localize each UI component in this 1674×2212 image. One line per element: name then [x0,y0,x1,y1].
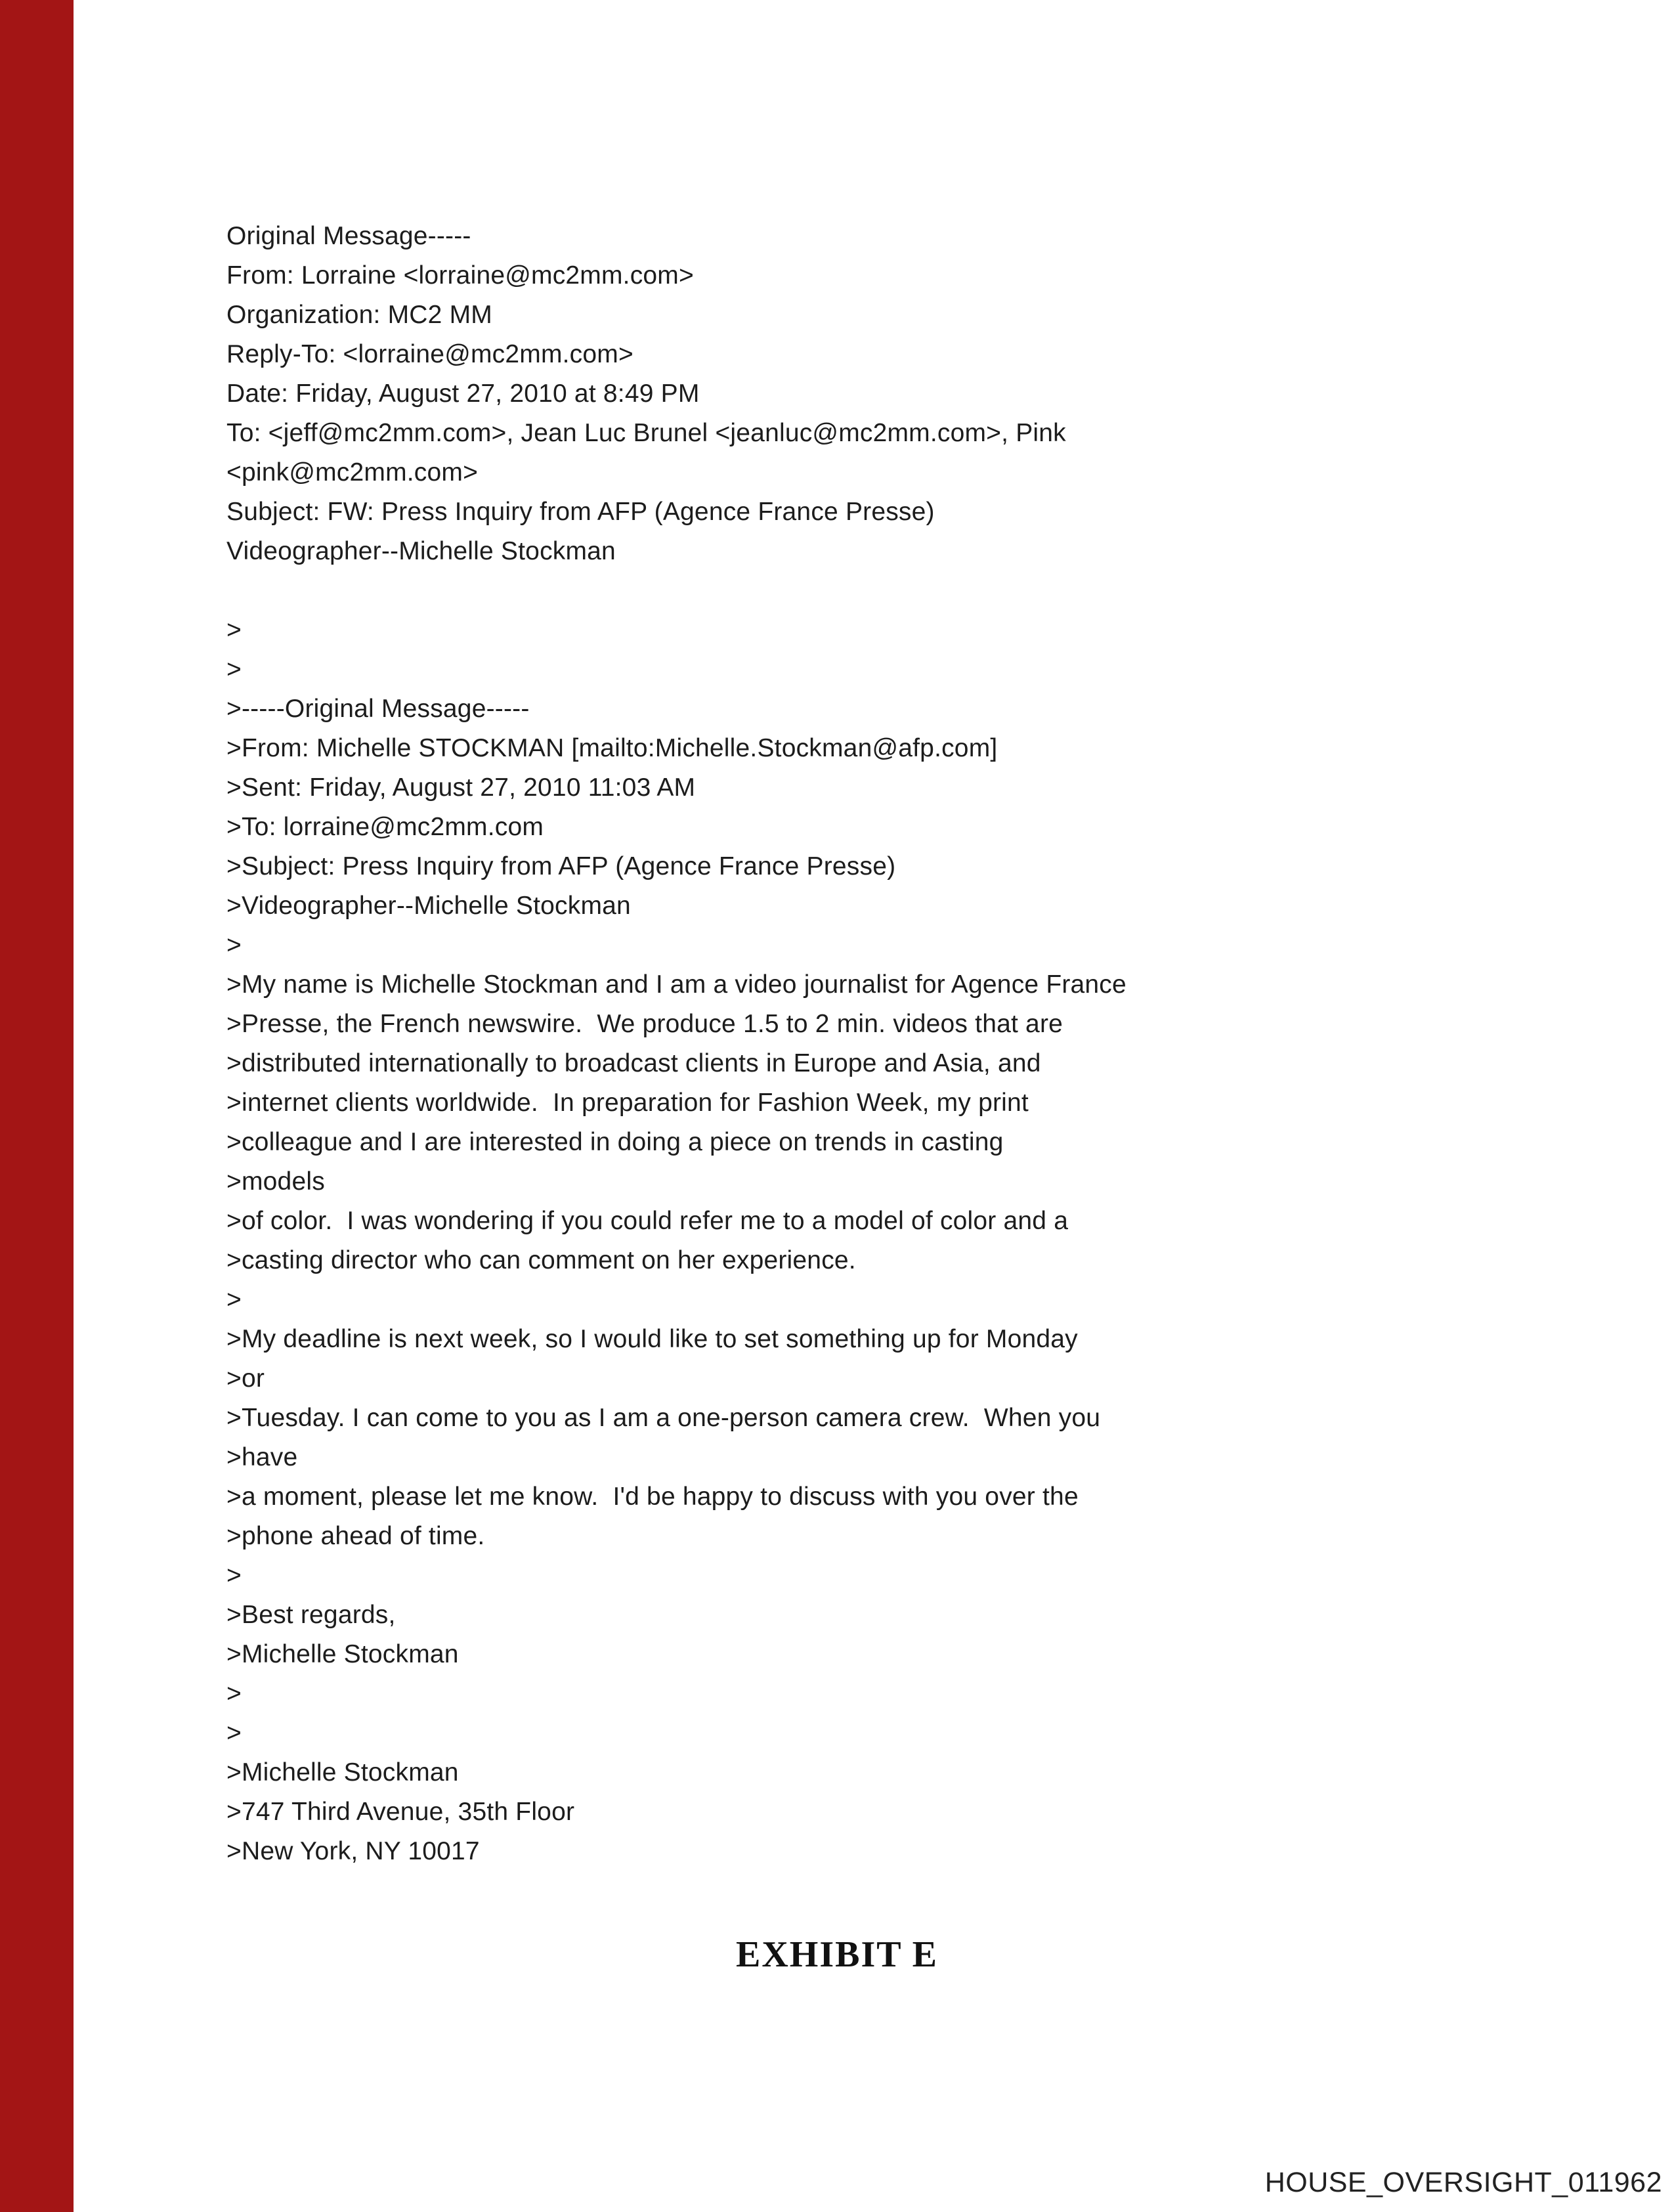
email-line: >Best regards, [226,1601,396,1629]
email-line: >of color. I was wondering if you could refer me to a model of color and a [226,1207,1069,1235]
email-line: Original Message----- [226,222,471,250]
email-line: >My name is Michelle Stockman and I am a video journalist for Agence France [226,970,1127,999]
email-line: >Michelle Stockman [226,1758,459,1787]
email-line [226,571,1421,611]
email-line: >New York, NY 10017 [226,1837,480,1865]
email-line: >Tuesday. I can come to you as I am a one-person camera crew. When you [226,1404,1101,1432]
email-line: <pink@mc2mm.com> [226,458,479,487]
email-line: Videographer--Michelle Stockman [226,537,616,565]
email-line: > [226,655,242,683]
email-line: >phone ahead of time. [226,1522,485,1550]
email-line: Organization: MC2 MM [226,301,492,329]
email-line: >To: lorraine@mc2mm.com [226,813,544,841]
email-line: >Sent: Friday, August 27, 2010 11:03 AM [226,773,696,802]
email-line: > [226,1719,242,1747]
email-line: Date: Friday, August 27, 2010 at 8:49 PM [226,380,700,408]
exhibit-label: EXHIBIT E [736,1934,938,1975]
email-line: > [226,1561,242,1590]
email-line: >internet clients worldwide. In preparation for Fashion Week, my print [226,1089,1029,1117]
email-line: > [226,931,242,959]
email-line: >Subject: Press Inquiry from AFP (Agence France Presse) [226,852,896,880]
email-line: >colleague and I are interested in doing a piece on trends in casting [226,1128,1004,1156]
email-line: > [226,1680,242,1708]
email-body [226,217,1421,1871]
bates-number: HOUSE_OVERSIGHT_011962 [1264,2167,1662,2198]
email-line: > [226,616,242,644]
email-line: >-----Original Message----- [226,695,530,723]
email-line: >747 Third Avenue, 35th Floor [226,1798,575,1826]
email-line: >My deadline is next week, so I would like to set something up for Monday [226,1325,1078,1353]
email-line: >distributed internationally to broadcast clients in Europe and Asia, and [226,1049,1041,1077]
email-line: From: Lorraine <lorraine@mc2mm.com> [226,261,694,290]
email-line: Reply-To: <lorraine@mc2mm.com> [226,340,633,368]
email-line: To: <jeff@mc2mm.com>, Jean Luc Brunel <jeanluc@mc2mm.com>, Pink [226,419,1066,447]
email-line: >models [226,1167,325,1196]
email-line: >or [226,1364,265,1393]
email-line: >From: Michelle STOCKMAN [mailto:Michelle.Stockman@afp.com] [226,734,998,762]
email-line: >casting director who can comment on her experience. [226,1246,856,1274]
email-line: >Presse, the French newswire. We produce 1.5 to 2 min. videos that are [226,1010,1063,1038]
email-line: >a moment, please let me know. I'd be happy to discuss with you over the [226,1483,1079,1511]
email-line: > [226,1286,242,1314]
email-line: >have [226,1443,298,1471]
email-line: >Videographer--Michelle Stockman [226,892,631,920]
email-line: Subject: FW: Press Inquiry from AFP (Agence France Presse) [226,498,935,526]
left-binding-bar [0,0,74,2212]
email-line: >Michelle Stockman [226,1640,459,1668]
